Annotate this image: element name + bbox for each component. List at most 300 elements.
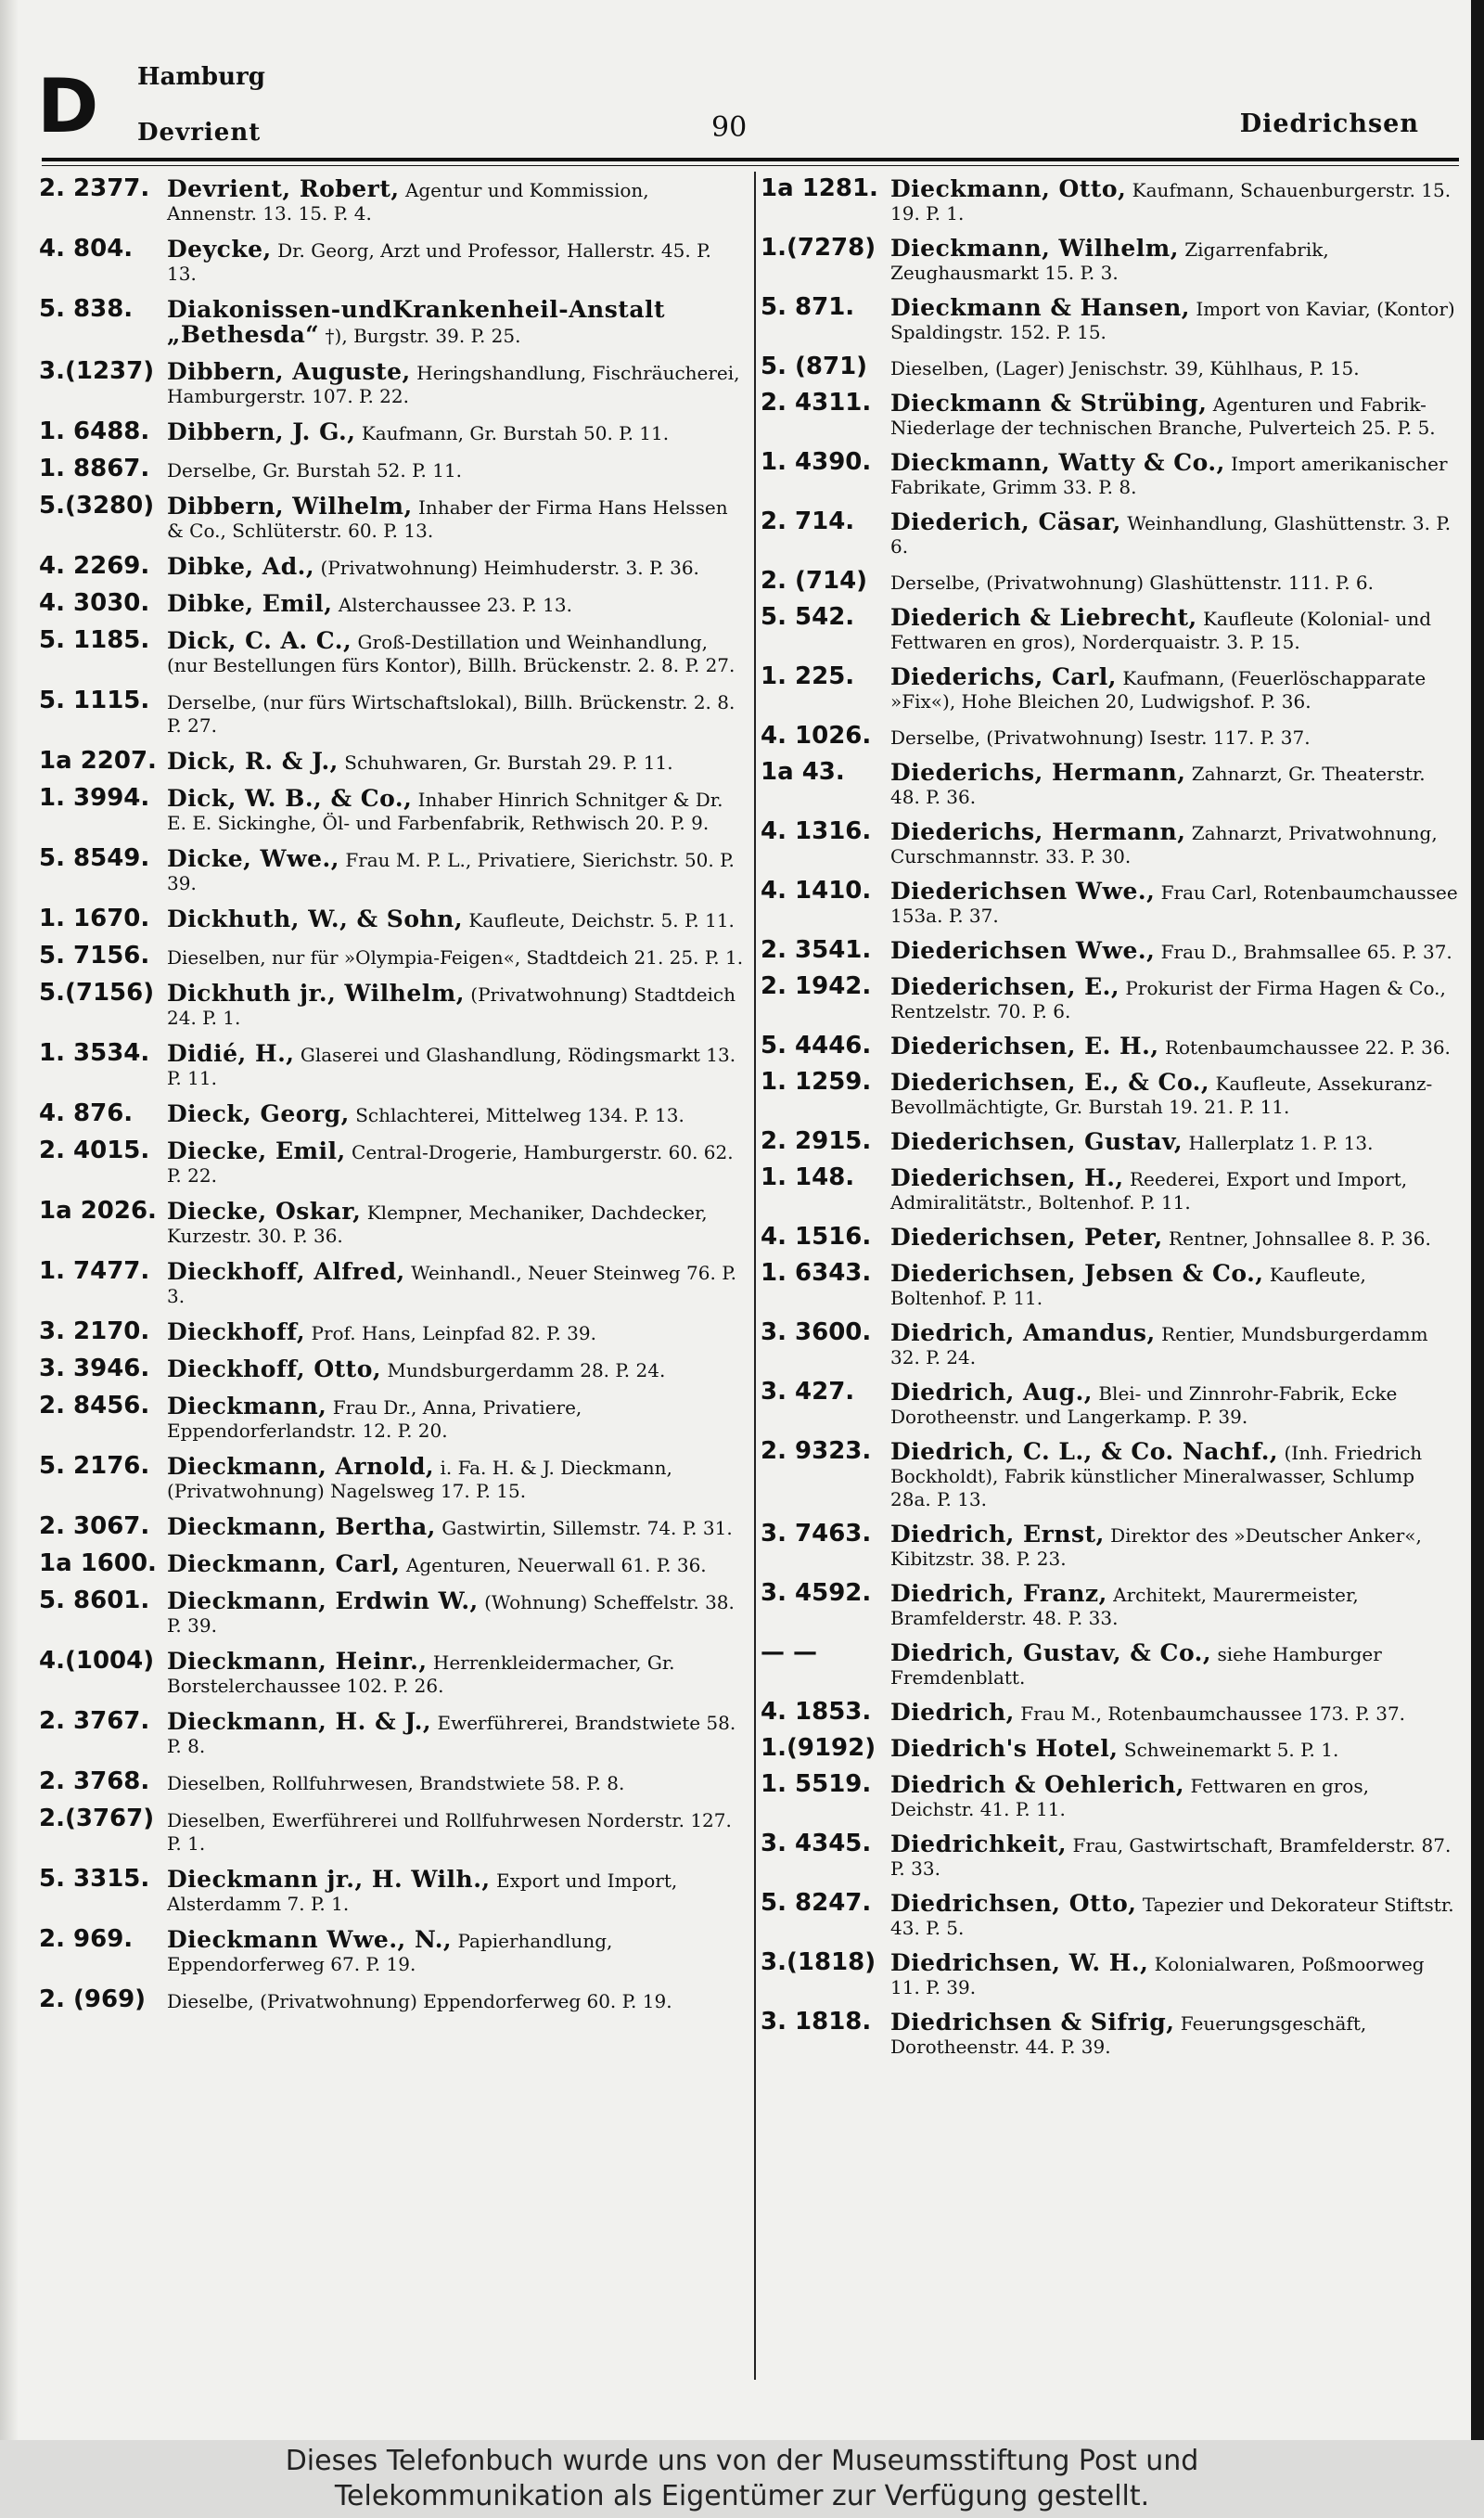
entry-text — [890, 722, 1458, 750]
entry-text — [167, 1257, 744, 1308]
entry-details: Papierhandlung, Eppendorferweg 67. P. 19. — [167, 1930, 613, 1975]
phone-number: 5. 4446. — [761, 1032, 872, 1060]
entry-details: Kaufmann, Gr. Burstah 50. P. 11. — [361, 422, 670, 444]
entry-details: Klempner, Mechaniker, Dachdecker, Kurzestr. 30. P. 36. — [167, 1201, 708, 1247]
entry-text — [167, 1355, 744, 1382]
phone-number: 4. 1410. — [761, 877, 872, 905]
directory-entry — [39, 626, 744, 677]
phone-number: 1. 6343. — [761, 1259, 872, 1287]
entry-name: Dick, C. A. C., — [167, 627, 352, 654]
directory-entry — [761, 293, 1458, 344]
entry-text — [890, 1032, 1458, 1060]
entry-text — [890, 603, 1458, 654]
footer-note — [0, 2440, 1484, 2518]
entry-text — [167, 235, 744, 286]
entry-text — [167, 687, 744, 738]
entry-text — [167, 1317, 744, 1345]
entry-name: Dick, W. B., & Co., — [167, 785, 413, 812]
entry-text — [167, 747, 744, 775]
entry-text — [167, 1805, 744, 1856]
directory-entry — [39, 905, 744, 932]
entry-name: Diederichsen, E. H., — [890, 1033, 1159, 1060]
phone-number: 1. 8867. — [39, 455, 150, 482]
phone-number: 5. 8247. — [761, 1889, 872, 1917]
directory-entry — [39, 1355, 744, 1382]
entry-text — [167, 295, 744, 348]
entry-text — [890, 1068, 1458, 1119]
entry-text — [890, 1318, 1458, 1369]
directory-entry — [39, 1925, 744, 1976]
phone-number: 5. 1115. — [39, 687, 150, 714]
entry-details: Import von Kaviar, (Kontor) Spaldingstr. 152. P. 15. — [890, 298, 1455, 343]
entry-details: Kaufmann, (Feuerlöschapparate »Fix«), Hohe Bleichen 20, Ludwigshof. P. 36. — [890, 667, 1426, 713]
entry-name: Dicke, Wwe., — [167, 845, 339, 872]
entry-name: Diedrich's Hotel, — [890, 1735, 1119, 1762]
entry-name: Dieckmann, Arnold, — [167, 1453, 435, 1480]
entry-text — [167, 1985, 744, 2013]
entry-text — [890, 448, 1458, 499]
entry-text — [890, 1948, 1458, 1999]
page-number: 90 — [711, 111, 748, 144]
entry-text — [167, 1137, 744, 1188]
entry-text — [167, 626, 744, 677]
entry-details: Zahnarzt, Privatwohnung, Curschmannstr. 33. P. 30. — [890, 822, 1438, 867]
phone-number: 5. 3315. — [39, 1865, 150, 1893]
phone-number: 1. 7477. — [39, 1257, 150, 1285]
entry-details: Frau Carl, Rotenbaumchaussee 153a. P. 37. — [890, 881, 1458, 927]
directory-entry — [39, 844, 744, 895]
entry-name: Dieckmann & Hansen, — [890, 294, 1190, 321]
entry-text — [890, 234, 1458, 285]
phone-number: 3. 3600. — [761, 1318, 872, 1346]
entry-text — [167, 1452, 744, 1503]
entry-details: Gastwirtin, Sillemstr. 74. P. 31. — [441, 1517, 733, 1539]
first-entry-guide: Devrient — [137, 119, 262, 147]
directory-entry — [39, 418, 744, 445]
phone-number: 4. 1026. — [761, 722, 872, 750]
directory-entry — [39, 784, 744, 835]
entry-details: Frau M., Rotenbaumchaussee 173. P. 37. — [1020, 1702, 1406, 1725]
entry-text — [167, 357, 744, 408]
entry-details: Alsterchaussee 23. P. 13. — [338, 594, 572, 616]
entry-details: Heringshandlung, Fischräucherei, Hamburgerstr. 107. P. 22. — [167, 362, 740, 407]
directory-entry — [39, 1805, 744, 1856]
phone-number: 4. 1853. — [761, 1698, 872, 1726]
header-rule-thin — [42, 165, 1459, 166]
entry-name: Dieckhoff, — [167, 1318, 306, 1345]
entry-name: Dieckmann & Strübing, — [890, 390, 1208, 417]
entry-text — [167, 979, 744, 1030]
entry-name: Diederichs, Carl, — [890, 663, 1117, 690]
phone-number: 3. 7463. — [761, 1520, 872, 1548]
entry-name: Diederichsen, H., — [890, 1164, 1124, 1191]
directory-entry — [761, 1223, 1458, 1251]
entry-name: Diedrich, Franz, — [890, 1580, 1107, 1607]
entry-name: Dibbern, J. G., — [167, 418, 356, 445]
directory-entry — [761, 1378, 1458, 1429]
entry-details: Kaufleute (Kolonial- und Fettwaren en gros), Norderquaistr. 3. P. 15. — [890, 608, 1432, 653]
entry-name: Diederichsen, E., & Co., — [890, 1069, 1210, 1096]
entry-text — [890, 817, 1458, 868]
directory-entry — [761, 174, 1458, 225]
directory-entry — [761, 1259, 1458, 1310]
entry-details: Frau Dr., Anna, Privatiere, Eppendorferlandstr. 12. P. 20. — [167, 1396, 582, 1442]
entry-text — [890, 174, 1458, 225]
entry-details: Ewerführerei, Brandstwiete 58. P. 8. — [167, 1712, 736, 1757]
entry-name: Dieckhoff, Alfred, — [167, 1258, 405, 1285]
footer-line-2: Telekommunikation als Eigentümer zur Verfügung gestellt. — [334, 2480, 1150, 2512]
entry-text — [167, 455, 744, 482]
entry-text — [890, 1259, 1458, 1310]
entry-name: Dieckmann, Otto, — [890, 175, 1127, 202]
entry-name: Diakonissen-undKrankenheil-Anstalt „Bethesda“ — [167, 296, 666, 348]
phone-number: 1. 1670. — [39, 905, 150, 932]
directory-entry — [761, 972, 1458, 1023]
phone-number: 1a 2207. — [39, 747, 157, 775]
entry-name: Diecke, Oskar, — [167, 1198, 362, 1225]
entry-text — [890, 877, 1458, 928]
phone-number: 1. 4390. — [761, 448, 872, 476]
entry-text — [167, 1512, 744, 1540]
directory-entry — [39, 174, 744, 225]
directory-entry — [39, 1767, 744, 1795]
directory-entry — [39, 1452, 744, 1503]
directory-entry — [761, 1437, 1458, 1511]
entry-name: Dieckmann, Bertha, — [167, 1513, 436, 1540]
phone-number: 5. (871) — [761, 353, 868, 380]
entry-text — [890, 1889, 1458, 1940]
header-rule — [42, 158, 1459, 161]
entry-details: Derselbe, (nur fürs Wirtschaftslokal), Billh. Brückenstr. 2. 8. P. 27. — [167, 691, 736, 737]
entry-text — [890, 1378, 1458, 1429]
directory-entry — [761, 877, 1458, 928]
entry-details: Feuerungsgeschäft, Dorotheenstr. 44. P. 39. — [890, 2012, 1367, 2058]
entry-name: Diedrich, Amandus, — [890, 1319, 1156, 1346]
entry-text — [890, 758, 1458, 809]
entry-name: Diedrichsen, Otto, — [890, 1890, 1137, 1917]
directory-entry — [761, 1579, 1458, 1630]
directory-entry — [39, 979, 744, 1030]
entry-text — [890, 1734, 1458, 1762]
directory-entry — [39, 942, 744, 970]
phone-number: 2. 4311. — [761, 389, 872, 417]
entry-name: Dieckmann, Heinr., — [167, 1648, 428, 1675]
directory-entry — [761, 1068, 1458, 1119]
entry-text — [167, 1099, 744, 1127]
phone-number: 4.(1004) — [39, 1647, 155, 1675]
entry-name: Diedrich, Aug., — [890, 1379, 1093, 1406]
entry-text — [890, 972, 1458, 1023]
directory-entry — [761, 1770, 1458, 1821]
entry-text — [890, 389, 1458, 440]
directory-entry — [761, 507, 1458, 559]
phone-number: 5. 542. — [761, 603, 855, 631]
entry-text — [890, 1163, 1458, 1214]
entry-details: Rentier, Mundsburgerdamm 32. P. 24. — [890, 1323, 1428, 1368]
directory-entry — [761, 1830, 1458, 1881]
phone-number: 4. 1316. — [761, 817, 872, 845]
phone-number: 1a 43. — [761, 758, 845, 786]
phone-number: 2. 3768. — [39, 1767, 150, 1795]
entry-name: Dieckmann, Watty & Co., — [890, 449, 1225, 476]
directory-entry — [39, 687, 744, 738]
phone-number: 2. 9323. — [761, 1437, 872, 1465]
directory-entry — [39, 235, 744, 286]
entry-name: Dibbern, Wilhelm, — [167, 493, 413, 520]
phone-number: 5. 2176. — [39, 1452, 150, 1480]
entry-details: (Wohnung) Scheffelstr. 38. P. 39. — [167, 1591, 735, 1637]
entry-text — [890, 293, 1458, 344]
entry-details: Zahnarzt, Gr. Theaterstr. 48. P. 36. — [890, 763, 1426, 808]
directory-entry — [761, 1520, 1458, 1571]
directory-entry — [39, 1587, 744, 1638]
directory-entry — [39, 492, 744, 543]
phone-number: 3.(1237) — [39, 357, 155, 385]
entry-name: Diedrichsen & Sifrig, — [890, 2009, 1175, 2036]
directory-entry — [761, 389, 1458, 440]
phone-number: 3. 427. — [761, 1378, 855, 1406]
entry-text — [167, 589, 744, 617]
entry-text — [890, 507, 1458, 559]
entry-details: Dieselben, (Lager) Jenischstr. 39, Kühlhaus, P. 15. — [890, 357, 1360, 379]
entry-name: Dibbern, Auguste, — [167, 358, 411, 385]
directory-entry — [39, 1257, 744, 1308]
directory-entry — [39, 552, 744, 580]
phone-number: 2. (969) — [39, 1985, 147, 2013]
entry-details: Tapezier und Dekorateur Stiftstr. 43. P. 5. — [890, 1894, 1454, 1939]
entry-text — [890, 1437, 1458, 1511]
entry-details: (Privatwohnung) Heimhuderstr. 3. P. 36. — [320, 557, 699, 579]
directory-entry — [39, 357, 744, 408]
entry-name: Diederichsen Wwe., — [890, 937, 1156, 964]
entry-text — [167, 844, 744, 895]
entry-details: Architekt, Maurermeister, Bramfelderstr. 48. P. 33. — [890, 1584, 1359, 1629]
entry-text — [890, 1579, 1458, 1630]
entry-details: Frau, Gastwirtschaft, Bramfelderstr. 87. P. 33. — [890, 1834, 1452, 1880]
entry-text — [167, 418, 744, 445]
phone-number: 1. 3994. — [39, 784, 150, 812]
entry-details: Groß-Destillation und Weinhandlung, (nur Bestellungen fürs Kontor), Billh. Brückenstr. 2. 8. P. 27. — [167, 631, 736, 676]
entry-details: Dieselben, Ewerführerei und Rollfuhrwesen Norderstr. 127. P. 1. — [167, 1809, 732, 1855]
phone-number: 2. 3541. — [761, 936, 872, 964]
entry-name: Diedrichkeit, — [890, 1831, 1068, 1857]
entry-text — [890, 936, 1458, 964]
entry-details: Hallerplatz 1. P. 13. — [1188, 1132, 1374, 1154]
entry-text — [167, 1647, 744, 1698]
directory-entry — [39, 1985, 744, 2013]
entry-details: Kaufleute, Deichstr. 5. P. 11. — [468, 909, 735, 931]
phone-number: 2. 1942. — [761, 972, 872, 1000]
entry-details: (Privatwohnung) Stadtdeich 24. P. 1. — [167, 983, 736, 1029]
entry-details: Agenturen, Neuerwall 61. P. 36. — [405, 1554, 707, 1576]
section-letter: D — [37, 63, 99, 149]
phone-number: 1a 1281. — [761, 174, 878, 202]
entry-details: Import amerikanischer Fabrikate, Grimm 33. P. 8. — [890, 453, 1448, 498]
entry-details: Inhaber Hinrich Schnitger & Dr. E. E. Sickinghe, Öl- und Farbenfabrik, Rethwisch 20. P. 9. — [167, 789, 723, 834]
entry-details: Zigarrenfabrik, Zeughausmarkt 15. P. 3. — [890, 238, 1329, 284]
phone-number: 3. 2170. — [39, 1317, 150, 1345]
entry-details: Weinhandlung, Glashüttenstr. 3. P. 6. — [890, 512, 1452, 558]
entry-text — [167, 1549, 744, 1577]
entry-details: Kolonialwaren, Poßmoorweg 11. P. 39. — [890, 1953, 1425, 1998]
entry-name: Diederichsen, Peter, — [890, 1224, 1163, 1251]
entry-details: Frau D., Brahmsallee 65. P. 37. — [1160, 941, 1452, 963]
entry-name: Deycke, — [167, 236, 272, 263]
entry-name: Dieckmann, Carl, — [167, 1550, 401, 1577]
entry-text — [890, 1830, 1458, 1881]
entry-details: Frau M. P. L., Privatiere, Sierichstr. 50. P. 39. — [167, 849, 735, 894]
entry-details: Derselbe, (Privatwohnung) Glashüttenstr. 111. P. 6. — [890, 572, 1374, 594]
entry-name: Dibke, Ad., — [167, 553, 315, 580]
directory-entry — [761, 936, 1458, 964]
entry-text — [167, 552, 744, 580]
entry-details: Prokurist der Firma Hagen & Co., Rentzelstr. 70. P. 6. — [890, 977, 1446, 1022]
directory-entry — [761, 1948, 1458, 1999]
entry-text — [167, 1767, 744, 1795]
entry-text — [890, 1698, 1458, 1726]
entry-name: Diederichs, Hermann, — [890, 818, 1186, 845]
entry-name: Dick, R. & J., — [167, 748, 339, 775]
entry-text — [890, 1223, 1458, 1251]
directory-entry — [39, 1197, 744, 1248]
directory-entry — [761, 1734, 1458, 1762]
phone-number: 5. 838. — [39, 295, 134, 323]
directory-entry — [39, 1549, 744, 1577]
entry-name: Dieckmann, — [167, 1393, 327, 1420]
column-divider — [754, 172, 756, 2380]
entry-name: Diederich & Liebrecht, — [890, 604, 1197, 631]
entry-text — [167, 492, 744, 543]
entry-name: Diecke, Emil, — [167, 1137, 346, 1164]
entry-details: (Inh. Friedrich Bockholdt), Fabrik künstlicher Mineralwasser, Schlump 28a. P. 13. — [890, 1442, 1423, 1510]
directory-entry — [39, 1392, 744, 1443]
phone-number: 1. 5519. — [761, 1770, 872, 1798]
phone-number: 1a 1600. — [39, 1549, 157, 1577]
entry-text — [167, 1925, 744, 1976]
entry-details: Derselbe, Gr. Burstah 52. P. 11. — [167, 459, 463, 482]
directory-entry — [761, 1889, 1458, 1940]
entry-details: Dieselbe, (Privatwohnung) Eppendorferweg 60. P. 19. — [167, 1990, 672, 2012]
directory-entry — [761, 1163, 1458, 1214]
entry-details: Agenturen und Fabrik-Niederlage der technischen Branche, Pulverteich 25. P. 5. — [890, 393, 1436, 439]
directory-entry — [761, 234, 1458, 285]
entry-details: Derselbe, (Privatwohnung) Isestr. 117. P. 37. — [890, 726, 1311, 749]
directory-entry — [39, 1099, 744, 1127]
entry-details: Reederei, Export und Import, Admiralitätstr., Boltenhof. P. 11. — [890, 1168, 1408, 1214]
directory-entry — [39, 1039, 744, 1090]
phone-number: 1a 2026. — [39, 1197, 157, 1225]
entry-name: Diedrich & Oehlerich, — [890, 1771, 1185, 1798]
entry-details: Dr. Georg, Arzt und Professor, Hallerstr. 45. P. 13. — [167, 239, 711, 285]
phone-number: 3. 3946. — [39, 1355, 150, 1382]
directory-entry — [761, 817, 1458, 868]
entry-name: Dickhuth jr., Wilhelm, — [167, 980, 465, 1007]
phone-number: 3.(1818) — [761, 1948, 876, 1976]
entry-details: Schuhwaren, Gr. Burstah 29. P. 11. — [344, 752, 673, 774]
phone-number: 1. 148. — [761, 1163, 855, 1191]
phone-number: 5. 8601. — [39, 1587, 150, 1614]
entry-details: Schlachterei, Mittelweg 134. P. 13. — [355, 1104, 684, 1126]
entry-name: Dickhuth, W., & Sohn, — [167, 906, 464, 932]
entry-text — [167, 1197, 744, 1248]
directory-entry — [761, 603, 1458, 654]
entry-text — [167, 1392, 744, 1443]
entry-text — [890, 567, 1458, 595]
phone-number: 5. 871. — [761, 293, 855, 321]
directory-entry — [761, 2008, 1458, 2059]
entry-name: Dieckmann jr., H. Wilh., — [167, 1866, 491, 1893]
phone-number: 5. 7156. — [39, 942, 150, 970]
entry-text — [890, 1127, 1458, 1155]
entry-text — [167, 784, 744, 835]
entry-text — [167, 1707, 744, 1758]
entry-details: Kaufmann, Schauenburgerstr. 15. 19. P. 1. — [890, 179, 1452, 225]
entry-text — [167, 1039, 744, 1090]
entry-details: †), Burgstr. 39. P. 25. — [325, 325, 521, 347]
entry-name: Diederichsen, Gustav, — [890, 1128, 1183, 1155]
phone-number: 2. 969. — [39, 1925, 134, 1953]
entry-details: Kaufleute, Assekuranz-Bevollmächtigte, Gr. Burstah 19. 21. P. 11. — [890, 1073, 1433, 1118]
directory-entry — [761, 1032, 1458, 1060]
entry-details: Weinhandl., Neuer Steinweg 76. P. 3. — [167, 1262, 736, 1307]
entry-details: Rentner, Johnsallee 8. P. 36. — [1169, 1227, 1431, 1250]
phone-number: 4. 876. — [39, 1099, 134, 1127]
phone-number: 1.(7278) — [761, 234, 876, 262]
right-column — [761, 174, 1458, 2067]
city-name: Hamburg — [137, 63, 265, 91]
directory-entry — [761, 722, 1458, 750]
phone-number: 1. 3534. — [39, 1039, 150, 1067]
phone-number: 1. 6488. — [39, 418, 150, 445]
phone-number: 2. 3767. — [39, 1707, 150, 1735]
phone-number: 4. 1516. — [761, 1223, 872, 1251]
directory-entry — [761, 567, 1458, 595]
phone-number: 2. 714. — [761, 507, 855, 535]
entry-text — [167, 174, 744, 225]
phone-number: 4. 804. — [39, 235, 134, 263]
phone-number: 5.(7156) — [39, 979, 155, 1007]
entry-name: Diederichsen Wwe., — [890, 878, 1156, 905]
directory-entry — [761, 1698, 1458, 1726]
directory-entry — [39, 295, 744, 348]
directory-entry — [39, 1137, 744, 1188]
phone-number: 2. (714) — [761, 567, 868, 595]
entry-name: Dieck, Georg, — [167, 1100, 350, 1127]
entry-details: i. Fa. H. & J. Dieckmann, (Privatwohnung) Nagelsweg 17. P. 15. — [167, 1457, 672, 1502]
phone-number: 4. 3030. — [39, 589, 150, 617]
directory-entry — [39, 589, 744, 617]
phone-number: 5. 1185. — [39, 626, 150, 654]
phone-number: 3. 1818. — [761, 2008, 872, 2036]
entry-name: Dieckmann Wwe., N., — [167, 1926, 453, 1953]
phone-number: 2. 2377. — [39, 174, 150, 202]
entry-text — [890, 1770, 1458, 1821]
entry-details: siehe Hamburger Fremdenblatt. — [890, 1643, 1382, 1689]
last-entry-guide: Diedrichsen — [1239, 109, 1419, 138]
entry-text — [890, 662, 1458, 713]
entry-name: Dieckmann, H. & J., — [167, 1708, 432, 1735]
entry-name: Diedrich, C. L., & Co. Nachf., — [890, 1438, 1279, 1465]
entry-text — [167, 905, 744, 932]
phone-number: 1. 1259. — [761, 1068, 872, 1096]
entry-details: Kaufleute, Boltenhof. P. 11. — [890, 1264, 1366, 1309]
entry-name: Didié, H., — [167, 1040, 295, 1067]
entry-details: Blei- und Zinnrohr-Fabrik, Ecke Dorotheenstr. und Langerkamp. P. 39. — [890, 1382, 1398, 1428]
entry-name: Diederichs, Hermann, — [890, 759, 1186, 786]
phone-number: 3. 4345. — [761, 1830, 872, 1857]
directory-entry — [761, 448, 1458, 499]
phone-number: 2. 2915. — [761, 1127, 872, 1155]
